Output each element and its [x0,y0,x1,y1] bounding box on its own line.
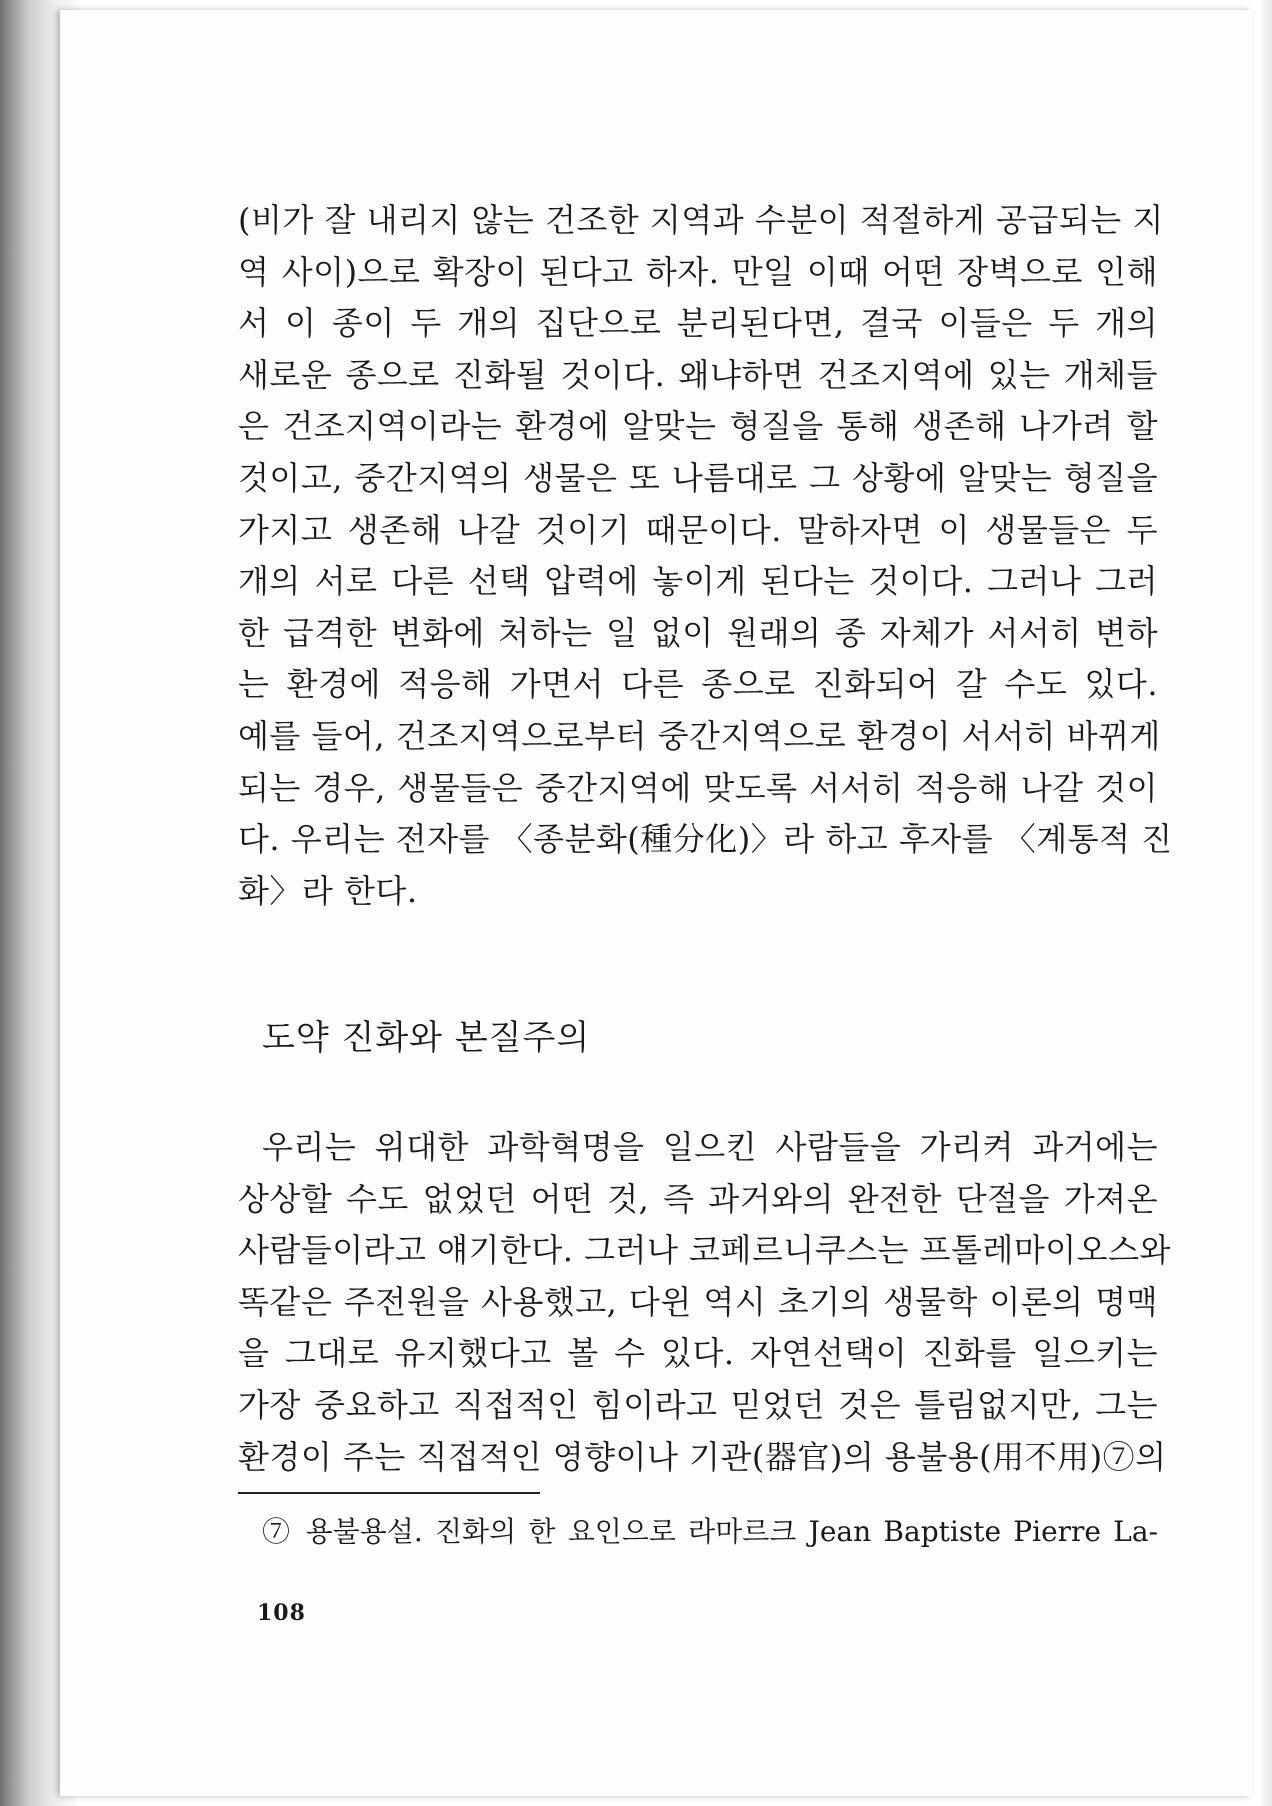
body-line: 을 그대로 유지했다고 볼 수 있다. 자연선택이 진화를 일으키는 [238,1334,1158,1373]
body-line: 한 급격한 변화에 처하는 일 없이 원래의 종 자체가 서서히 변하 [238,613,1158,652]
section-paragraph [238,1122,1171,1483]
page-number: 108 [257,1600,306,1626]
body-line: 은 건조지역이라는 환경에 알맞는 형질을 통해 생존해 나가려 할 [238,407,1158,446]
body-line: 화〉라 한다. [238,871,418,910]
section-heading: 도약 진화와 본질주의 [262,1018,591,1058]
body-line: 새로운 종으로 진화될 것이다. 왜냐하면 건조지역에 있는 개체들 [238,355,1158,394]
body-line: 똑같은 주전원을 사용했고, 다윈 역시 초기의 생물학 이론의 명맥 [238,1282,1158,1321]
footnote-divider [238,1492,540,1494]
body-line: 가장 중요하고 직접적인 힘이라고 믿었던 것은 틀림없지만, 그는 [238,1385,1158,1424]
page-right-shadow [1258,0,1272,1806]
footnote: ⑦ 용불용설. 진화의 한 요인으로 라마르크 Jean Baptiste Pierre La- [262,1515,1158,1548]
body-line: 사람들이라고 얘기한다. 그러나 코페르니쿠스는 프톨레마이오스와 [238,1231,1171,1270]
body-line: 개의 서로 다른 선택 압력에 놓이게 된다는 것이다. 그러나 그러 [238,562,1158,601]
body-line: 예를 들어, 건조지역으로부터 중간지역으로 환경이 서서히 바뀌게 [238,716,1161,755]
body-line: 역 사이)으로 확장이 된다고 하자. 만일 이때 어떤 장벽으로 인해 [238,252,1158,291]
body-line: 서 이 종이 두 개의 집단으로 분리된다면, 결국 이들은 두 개의 [238,304,1158,343]
body-line: 가지고 생존해 나갈 것이기 때문이다. 말하자면 이 생물들은 두 [238,510,1158,549]
body-line: 우리는 위대한 과학혁명을 일으킨 사람들을 가리켜 과거에는 [262,1128,1158,1166]
body-line: 상상할 수도 없었던 어떤 것, 즉 과거와의 완전한 단절을 가져온 [238,1179,1158,1218]
body-line: 환경이 주는 직접적인 영향이나 기관(器官)의 용불용(用不用)⑦의 [238,1437,1167,1476]
body-line: 것이고, 중간지역의 생물은 또 나름대로 그 상황에 알맞는 형질을 [238,458,1158,497]
body-line: (비가 잘 내리지 않는 건조한 지역과 수분이 적절하게 공급되는 지 [238,201,1164,239]
body-line: 다. 우리는 전자를 〈종분화(種分化)〉라 하고 후자를 〈계통적 진 [238,820,1173,859]
body-line: 되는 경우, 생물들은 중간지역에 맞도록 서서히 적응해 나갈 것이 [238,768,1158,807]
body-paragraph [238,195,1173,917]
body-line: 는 환경에 적응해 가면서 다른 종으로 진화되어 갈 수도 있다. [238,665,1158,704]
